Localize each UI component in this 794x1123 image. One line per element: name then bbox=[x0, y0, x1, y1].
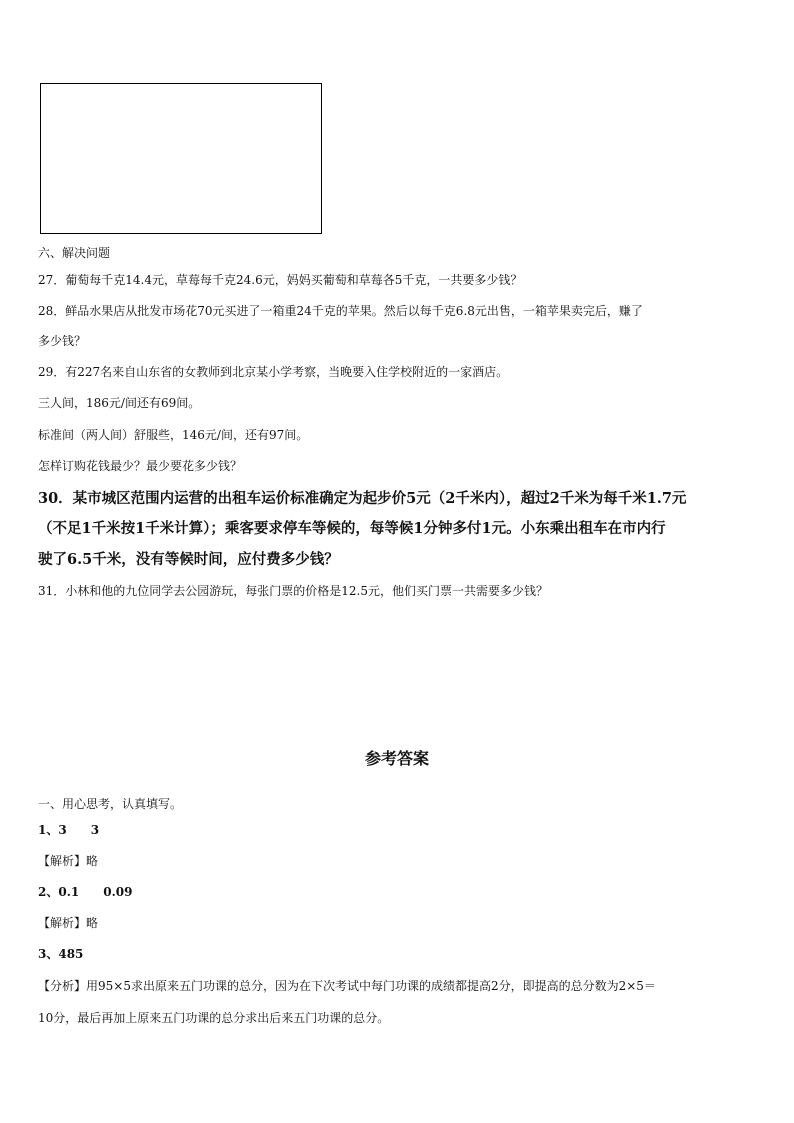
answer-1-analysis: 【解析】略 bbox=[38, 854, 99, 868]
question-28-line-2: 多少钱？ bbox=[38, 334, 87, 348]
answer-3: 3、485 bbox=[38, 947, 84, 961]
answer-3-analysis-line-1: 【分析】用95×5求出原来五门功课的总分，因为在下次考试中每门功课的成绩都提高2分，即提高的总分数为2×5＝ bbox=[38, 979, 656, 993]
answers-title: 参考答案 bbox=[364, 749, 429, 768]
answer-2-analysis: 【解析】略 bbox=[38, 916, 99, 930]
question-30-line-2: （不足1千米按1千米计算）；乘客要求停车等候的，每等候1分钟多付1元。小东乘出租车在市内行 bbox=[38, 520, 666, 537]
answer-3-analysis-line-2: 10分，最后再加上原来五门功课的总分求出后来五门功课的总分。 bbox=[38, 1011, 390, 1025]
question-27: 27．葡萄每千克14.4元，草莓每千克24.6元，妈妈买葡萄和草莓各5千克，一共要多少钱？ bbox=[38, 273, 523, 287]
answer-2: 2、0.1 0.09 bbox=[38, 885, 133, 899]
question-29-line-3: 标准间（两人间）舒服些，146元/间，还有97间。 bbox=[38, 428, 309, 442]
question-30-line-3: 驶了6.5千米，没有等候时间，应付费多少钱？ bbox=[38, 551, 339, 568]
answers-section-heading: 一、用心思考，认真填写。 bbox=[38, 797, 183, 811]
answer-drawing-box bbox=[40, 83, 322, 234]
question-31: 31．小林和他的九位同学去公园游玩，每张门票的价格是12.5元，他们买门票一共需要多少钱？ bbox=[38, 584, 548, 598]
question-30-line-1: 30．某市城区范围内运营的出租车运价标准确定为起步价5元（2千米内），超过2千米为每千米1.7元 bbox=[38, 490, 687, 507]
section-heading: 六、解决问题 bbox=[38, 246, 111, 260]
answer-1: 1、3 3 bbox=[38, 823, 100, 837]
question-29-line-1: 29．有227名来自山东省的女教师到北京某小学考察，当晚要入住学校附近的一家酒店。 bbox=[38, 365, 509, 379]
question-29-line-4: 怎样订购花钱最少？最少要花多少钱？ bbox=[38, 459, 243, 473]
question-28-line-1: 28．鲜品水果店从批发市场花70元买进了一箱重24千克的苹果。然后以每千克6.8元出售，一箱苹果卖完后，赚了 bbox=[38, 304, 643, 318]
question-29-line-2: 三人间，186元/间还有69间。 bbox=[38, 396, 201, 410]
